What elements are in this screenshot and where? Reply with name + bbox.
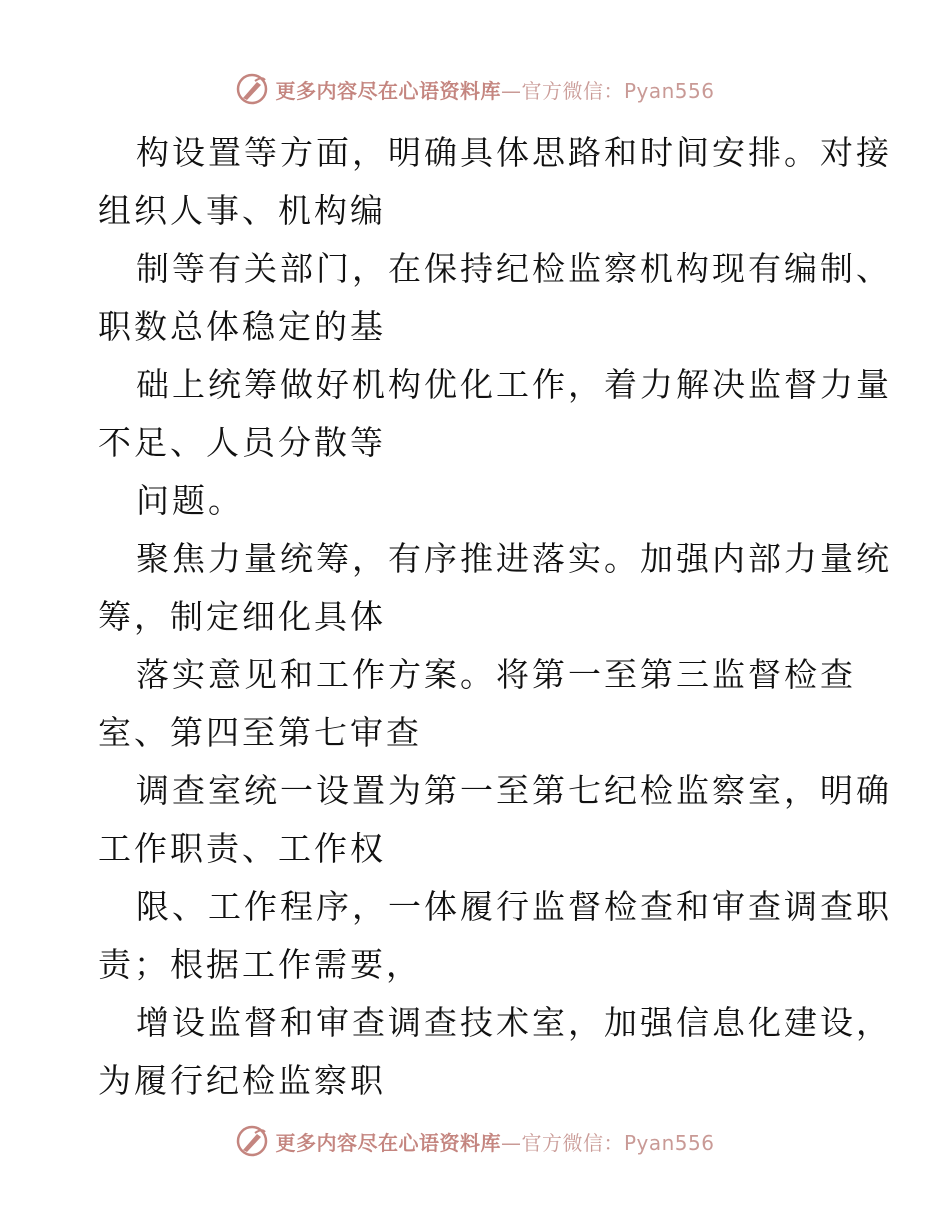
text-line: 聚焦力量统筹，有序推进落实。加强内部力量统 — [136, 539, 892, 578]
text-line: 责；根据工作需要， — [98, 945, 422, 984]
text-line: 组织人事、机构编 — [98, 191, 386, 230]
text-line: 增设监督和审查调查技术室，加强信息化建设， — [136, 1003, 892, 1042]
text-line: 落实意见和工作方案。将第一至第三监督检查 — [136, 655, 856, 694]
text-line: 础上统筹做好机构优化工作，着力解决监督力量 — [136, 365, 892, 404]
text-line: 筹，制定细化具体 — [98, 597, 386, 636]
footer-watermark — [0, 1124, 950, 1158]
text-line: 室、第四至第七审查 — [98, 713, 422, 752]
pen-logo-icon — [235, 1124, 269, 1158]
text-line: 不足、人员分散等 — [98, 423, 386, 462]
watermark-text: 更多内容尽在心语资料库—官方微信：Pyan556 — [275, 1130, 715, 1155]
text-line: 制等有关部门，在保持纪检监察机构现有编制、 — [136, 249, 892, 288]
watermark-text: 更多内容尽在心语资料库—官方微信：Pyan556 — [275, 78, 715, 103]
text-line: 职数总体稳定的基 — [98, 307, 386, 346]
text-line: 工作职责、工作权 — [98, 829, 386, 868]
text-line: 限、工作程序，一体履行监督检查和审查调查职 — [136, 887, 892, 926]
text-line: 为履行纪检监察职 — [98, 1061, 386, 1100]
pen-logo-icon — [235, 72, 269, 106]
text-line: 构设置等方面，明确具体思路和时间安排。对接 — [136, 133, 892, 172]
document-body — [98, 124, 892, 1110]
text-line: 调查室统一设置为第一至第七纪检监察室，明确 — [136, 771, 892, 810]
header-watermark — [0, 72, 950, 106]
text-line: 问题。 — [136, 481, 244, 520]
